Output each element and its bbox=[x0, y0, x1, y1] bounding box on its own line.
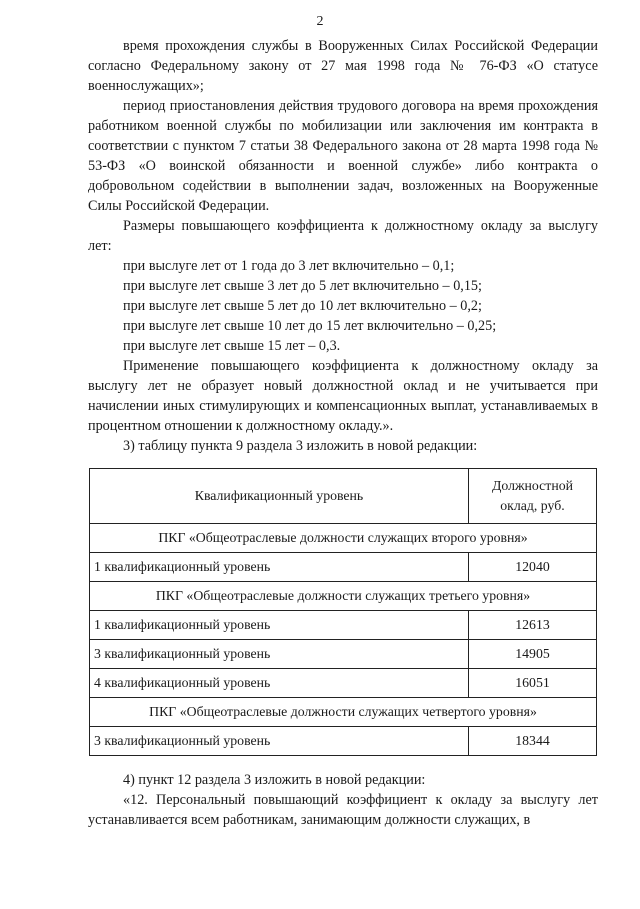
paragraph-application: Применение повышающего коэффициента к должностному окладу за выслугу лет не образует новый должностной оклад и не учитывается при начислении иных стимулирующих и компенсационных выплат, устанавливаемых в процентном отношении к должностному окладу.». bbox=[88, 358, 598, 434]
salary-table bbox=[89, 468, 597, 756]
table-header-row bbox=[90, 469, 597, 524]
salary-cell: 16051 bbox=[469, 669, 597, 698]
header-qualification-level: Квалификационный уровень bbox=[90, 469, 469, 524]
paragraph-service-period: время прохождения службы в Вооруженных Силах Российской Федерации согласно Федеральному закону от 27 мая 1998 года № 76-ФЗ «О статусе военнослужащих»; bbox=[88, 38, 598, 94]
document-body bbox=[88, 36, 598, 830]
list-item: при выслуге лет от 1 года до 3 лет включительно – 0,1; bbox=[123, 258, 455, 274]
table-row bbox=[90, 553, 597, 582]
salary-cell: 12613 bbox=[469, 611, 597, 640]
table-row bbox=[90, 640, 597, 669]
level-cell: 1 квалификационный уровень bbox=[90, 553, 469, 582]
level-cell: 1 квалификационный уровень bbox=[90, 611, 469, 640]
salary-cell: 12040 bbox=[469, 553, 597, 582]
paragraph-item-4: 4) пункт 12 раздела 3 изложить в новой редакции: bbox=[123, 772, 426, 788]
salary-cell: 14905 bbox=[469, 640, 597, 669]
table-row bbox=[90, 669, 597, 698]
group-title: ПКГ «Общеотраслевые должности служащих второго уровня» bbox=[90, 524, 597, 553]
group-row bbox=[90, 582, 597, 611]
group-title: ПКГ «Общеотраслевые должности служащих четвертого уровня» bbox=[90, 698, 597, 727]
table-row bbox=[90, 727, 597, 756]
list-item: при выслуге лет свыше 10 лет до 15 лет включительно – 0,25; bbox=[123, 318, 497, 334]
group-row bbox=[90, 524, 597, 553]
coefficient-list bbox=[88, 256, 598, 356]
page-number: 2 bbox=[316, 14, 324, 29]
table-row bbox=[90, 611, 597, 640]
level-cell: 3 квалификационный уровень bbox=[90, 640, 469, 669]
group-title: ПКГ «Общеотраслевые должности служащих третьего уровня» bbox=[90, 582, 597, 611]
paragraph-suspension-period: период приостановления действия трудового договора на время прохождения работником военной службы по мобилизации или заключения им контракта в соответствии с пунктом 7 статьи 38 Федерального закона от 28 марта 1998 года № 53-ФЗ «О воинской обязанности и военной службе» либо контракта о добровольном содействии в выполнении задач, возложенных на Вооруженные Силы Российской Федерации. bbox=[88, 98, 598, 214]
list-item: при выслуге лет свыше 5 лет до 10 лет включительно – 0,2; bbox=[123, 298, 482, 314]
paragraph-coefficient-sizes: Размеры повышающего коэффициента к должностному окладу за выслугу лет: bbox=[88, 218, 598, 254]
level-cell: 4 квалификационный уровень bbox=[90, 669, 469, 698]
header-salary: Должностной оклад, руб. bbox=[469, 469, 597, 524]
level-cell: 3 квалификационный уровень bbox=[90, 727, 469, 756]
list-item: при выслуге лет свыше 3 лет до 5 лет включительно – 0,15; bbox=[123, 278, 482, 294]
list-item: при выслуге лет свыше 15 лет – 0,3. bbox=[123, 338, 341, 354]
group-row bbox=[90, 698, 597, 727]
salary-cell: 18344 bbox=[469, 727, 597, 756]
paragraph-item-12: «12. Персональный повышающий коэффициент к окладу за выслугу лет устанавливается всем работникам, занимающим должности служащих, в bbox=[88, 792, 598, 828]
paragraph-table-intro: 3) таблицу пункта 9 раздела 3 изложить в новой редакции: bbox=[123, 438, 478, 454]
